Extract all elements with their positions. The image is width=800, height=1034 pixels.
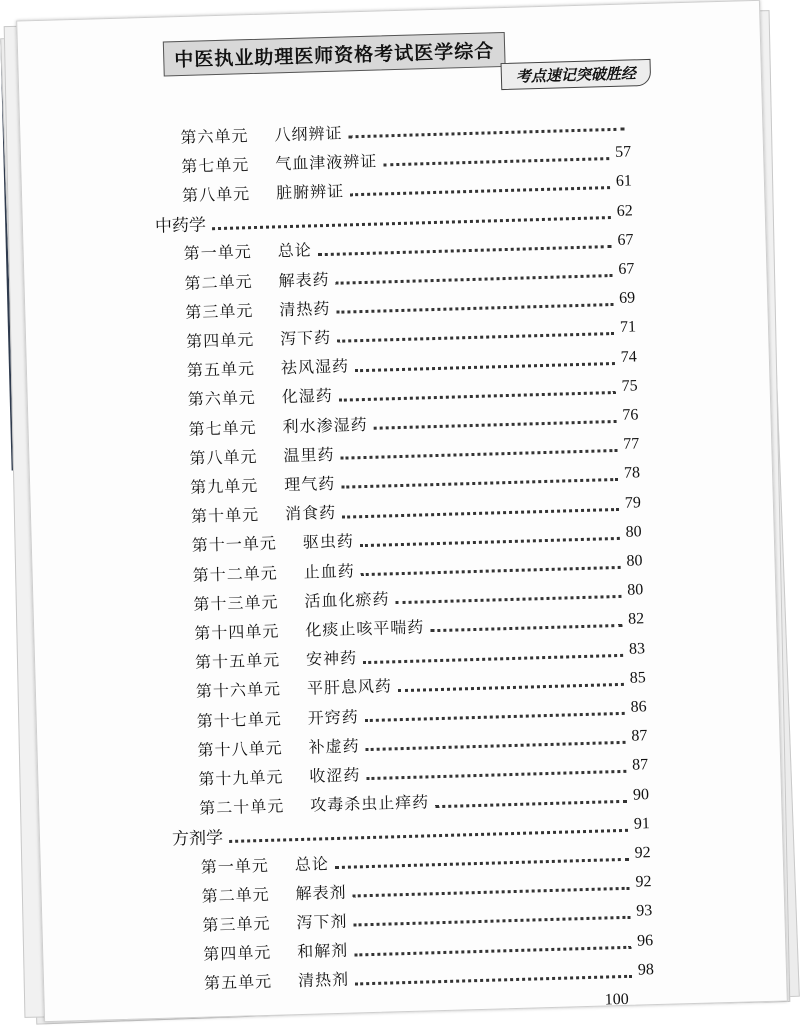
toc-unit-title: 安神药 xyxy=(305,648,358,669)
toc-unit-title: 止血药 xyxy=(303,560,355,582)
toc-page-number: 87 xyxy=(631,727,648,745)
toc-unit-number: 第五单元 xyxy=(186,359,256,381)
toc-unit-title: 开窍药 xyxy=(307,706,360,728)
dot-leader xyxy=(361,566,621,576)
toc-page-number: 83 xyxy=(628,639,646,658)
dot-leader xyxy=(398,683,624,692)
toc-page-number: 77 xyxy=(622,435,640,453)
toc-unit-number: 第十一单元 xyxy=(191,533,278,556)
toc-page-number: 61 xyxy=(615,172,633,191)
toc-unit-number: 第十四单元 xyxy=(194,621,280,643)
toc-unit-number: 第十三单元 xyxy=(193,592,279,614)
toc-unit-title: 利水渗湿药 xyxy=(282,414,368,436)
dot-leader xyxy=(335,858,629,869)
toc-unit-title: 清热药 xyxy=(279,298,331,320)
dot-leader xyxy=(337,332,614,343)
dot-leader xyxy=(350,186,610,196)
toc-unit-title: 理气药 xyxy=(283,473,336,495)
dot-leader xyxy=(318,245,612,256)
book-subtitle: 考点速记突破胜经 xyxy=(501,59,652,90)
toc-unit-title: 驱虫药 xyxy=(302,531,355,553)
toc-page-number: 92 xyxy=(635,873,652,891)
dot-leader xyxy=(342,508,619,519)
toc-unit-title: 化痰止咳平喘药 xyxy=(305,617,425,640)
toc-unit-title: 泻下药 xyxy=(279,327,332,349)
toc-unit-title: 收涩药 xyxy=(309,765,361,786)
toc-page-number: 85 xyxy=(629,669,646,687)
toc-unit-title: 脏腑辨证 xyxy=(275,181,345,203)
toc-unit-number: 第三单元 xyxy=(185,300,254,322)
toc-page-number: 62 xyxy=(616,202,633,220)
dot-leader xyxy=(336,303,613,314)
dot-leader xyxy=(355,975,632,986)
toc-page-number: 82 xyxy=(627,610,645,629)
toc-page-number: 67 xyxy=(618,260,635,278)
toc-unit-title: 攻毒杀虫止痒药 xyxy=(309,792,430,815)
toc-page-number: 87 xyxy=(631,756,649,775)
toc-unit-number: 第二十单元 xyxy=(198,796,285,818)
toc-unit-title: 补虚药 xyxy=(308,735,360,757)
toc-unit-number: 第一单元 xyxy=(183,242,252,264)
toc-unit-number: 第十九单元 xyxy=(198,767,284,789)
toc-unit-number: 第六单元 xyxy=(180,125,249,147)
toc-unit-number: 第十八单元 xyxy=(197,738,283,760)
toc-unit-number: 第十六单元 xyxy=(195,679,282,702)
toc-unit-number: 第五单元 xyxy=(203,972,273,994)
toc-unit-number: 第八单元 xyxy=(181,184,251,205)
toc-unit-title: 总论 xyxy=(277,240,312,261)
toc-unit-title: 解表剂 xyxy=(295,882,347,903)
toc-page-number: 57 xyxy=(614,143,632,162)
dot-leader xyxy=(435,799,627,807)
toc-page-number: 80 xyxy=(626,552,643,570)
toc-unit-title: 八纲辨证 xyxy=(274,123,343,144)
toc-section-title: 中药学 xyxy=(154,215,207,237)
toc-unit-title: 清热剂 xyxy=(297,969,350,991)
toc-section-title: 方剂学 xyxy=(171,828,224,850)
dot-leader xyxy=(383,157,609,166)
toc-unit-number: 第十二单元 xyxy=(192,562,278,585)
toc-page-number: 78 xyxy=(623,464,641,483)
toc-unit-number: 第二单元 xyxy=(184,271,253,293)
toc-page-number: 92 xyxy=(634,844,651,862)
toc-unit-title: 解表药 xyxy=(278,269,330,290)
dot-leader xyxy=(365,712,625,722)
dot-leader xyxy=(341,478,618,489)
toc-unit-number: 第九单元 xyxy=(189,475,259,497)
toc-unit-title: 活血化瘀药 xyxy=(304,589,390,611)
toc-unit-title: 温里药 xyxy=(283,444,335,465)
toc-page-number: 76 xyxy=(622,406,639,424)
book-title: 中医执业助理医师资格考试医学综合 xyxy=(163,32,506,77)
toc-page-number: 93 xyxy=(636,902,653,921)
toc-unit-number: 第二单元 xyxy=(201,884,270,906)
toc-unit-number: 第十五单元 xyxy=(194,650,281,672)
toc-page-number: 90 xyxy=(632,785,650,804)
toc-page-number: 67 xyxy=(617,231,634,249)
toc-page-number: 79 xyxy=(624,493,642,512)
toc-unit-number: 第十七单元 xyxy=(196,708,283,731)
toc-unit-title: 和解剂 xyxy=(297,940,349,962)
toc-unit-number: 第四单元 xyxy=(203,942,272,964)
toc-unit-title: 消食药 xyxy=(284,502,337,524)
toc-unit-number: 第七单元 xyxy=(188,417,257,439)
dot-leader xyxy=(374,420,617,430)
toc-unit-number: 第一单元 xyxy=(200,855,270,877)
toc-unit-number: 第十单元 xyxy=(190,505,260,526)
dot-leader xyxy=(360,537,620,547)
dot-leader xyxy=(349,128,625,139)
toc-page-number: 80 xyxy=(627,581,644,599)
toc-unit-number: 第八单元 xyxy=(189,446,258,468)
toc-page-number: 71 xyxy=(619,318,637,337)
toc-unit-number: 第三单元 xyxy=(202,913,271,935)
toc-unit-title: 总论 xyxy=(294,853,330,874)
dot-leader xyxy=(336,274,613,285)
dot-leader xyxy=(340,449,617,460)
dot-leader xyxy=(354,916,631,927)
dot-leader xyxy=(354,945,631,956)
toc-unit-title: 气血津液辨证 xyxy=(275,151,378,174)
dot-leader xyxy=(366,741,626,751)
dot-leader xyxy=(339,391,616,402)
toc-page-number: 100 xyxy=(604,990,629,1009)
toc-page-number: 96 xyxy=(636,931,654,950)
toc-unit-title: 平肝息风药 xyxy=(306,676,393,699)
toc-page-number: 69 xyxy=(618,289,636,308)
toc-unit-number: 第六单元 xyxy=(187,388,257,410)
toc-page-number: 75 xyxy=(621,377,638,395)
toc-page-number: 80 xyxy=(625,523,642,541)
toc-page-number: 91 xyxy=(633,815,651,833)
toc-unit-number: 第四单元 xyxy=(185,329,255,351)
toc-unit-title: 泻下剂 xyxy=(296,911,348,932)
toc-page-number: 98 xyxy=(637,960,655,979)
toc-page xyxy=(16,0,788,1022)
dot-leader xyxy=(396,595,622,604)
dot-leader xyxy=(363,653,623,663)
dot-leader xyxy=(355,362,615,372)
toc-page-number: 86 xyxy=(630,698,647,716)
toc-page-number: 74 xyxy=(620,347,638,366)
toc-unit-title: 化湿药 xyxy=(281,386,334,407)
dot-leader xyxy=(366,770,626,780)
toc-unit-title: 祛风湿药 xyxy=(280,356,350,378)
trailing-page-number xyxy=(604,985,629,1016)
table-of-contents xyxy=(20,105,762,1009)
dot-leader xyxy=(430,624,622,632)
dot-leader xyxy=(353,887,630,898)
toc-unit-number: 第七单元 xyxy=(181,154,250,176)
